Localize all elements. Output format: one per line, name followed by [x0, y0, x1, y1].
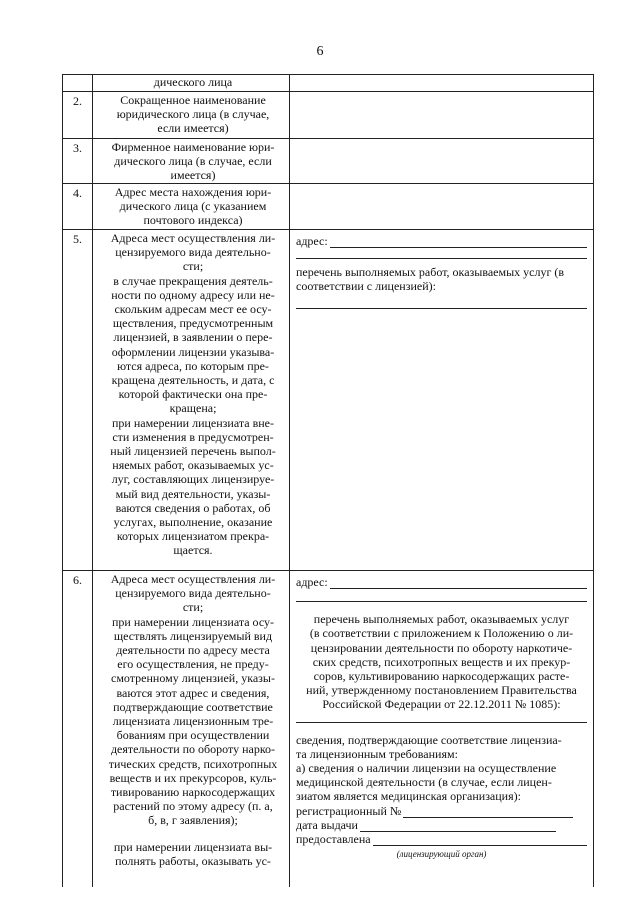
works-input-line[interactable]	[296, 722, 587, 723]
row-label: Адрес места нахождения юри- дического лица (с указанием почтового индекса)	[93, 184, 290, 229]
reg-number-input[interactable]	[403, 805, 573, 818]
provided-by-label: предоставлена	[296, 832, 371, 847]
medical-license-label: а) сведения о наличии лицензии на осуществление медицинской деятельности (в случае, если лицен- зиатом является медицинская организация):	[296, 761, 557, 804]
divider	[296, 258, 587, 259]
row-number	[63, 75, 93, 91]
table-row	[63, 230, 593, 571]
row-number: 3.	[63, 139, 93, 183]
row-label: Адреса мест осуществления ли- цензируемого вида деятельно- сти; при намерении лицензиата осу- ществлять лицензируемый вид деятельности по адресу места его осуществления, не преду- смотренному лицензией, указы- ваются этот адрес и сведения, подтверждающие соответствие лицензиата лицензионным тре- бованиям при осуществлении деятельности по обороту нарко- тических средств, психотропных веществ и их прекурсоров, куль- тивированию наркосодержащих растений по этому адресу (п. а, б, в, г заявления); при намерении лицензиата вы- полнять работы, оказывать ус-	[93, 571, 290, 887]
row-label: Фирменное наименование юри- дического лица (в случае, если имеется)	[93, 139, 290, 183]
table-row	[63, 75, 593, 92]
row6-value-cell	[290, 571, 593, 887]
row-label: дического лица	[93, 75, 290, 91]
issue-date-label: дата выдачи	[296, 817, 358, 832]
page-number: 6	[316, 44, 324, 59]
licensing-body-input[interactable]	[373, 833, 587, 846]
licensing-body-caption: (лицензирующий орган)	[396, 849, 487, 860]
row-value-field[interactable]	[290, 184, 593, 229]
license-form-table	[62, 74, 594, 887]
divider	[296, 601, 587, 602]
row-value-field[interactable]	[290, 92, 593, 138]
row5-value-cell	[290, 230, 593, 570]
table-row	[63, 571, 593, 887]
address-input[interactable]	[330, 235, 587, 248]
row-label: Адреса мест осуществления ли- цензируемого вида деятельно- сти; в случае прекращения деятель- ности по одному адресу или не- скольким адресам мест ее осу- ществления, предусмотренным лицензией, в заявлении о пере- оформлении лицензии указыва- ются адреса, по которым пре- кращена деятельность, и дата, с которой фактически она пре- кращена; при намерении лицензиата вне- сти изменения в предусмотрен- ный лицензией перечень выпол- няемых работ, оказываемых ус- луг, составляющих лицензируе- мый вид деятельности, указы- ваются сведения о работах, об услугах, выполнение, оказание которых лицензиатом прекра- щается.	[93, 230, 290, 570]
address-label: адрес:	[296, 234, 328, 248]
row-number: 4.	[63, 184, 93, 229]
address-label: адрес:	[296, 575, 328, 589]
issue-date-input[interactable]	[360, 819, 556, 832]
address-input[interactable]	[330, 576, 587, 589]
works-input-line[interactable]	[296, 308, 587, 309]
works-list-label: перечень выполняемых работ, оказываемых услуг (в соответствии с лицензией):	[296, 265, 565, 294]
row-number: 5.	[63, 230, 93, 570]
works-list-label: перечень выполняемых работ, оказываемых услуг (в соответствии с приложением к Положению о ли- цензировании деятельности по обороту наркотиче- ских средств, психотропных веществ и их прекур- соров, культивированию наркосодержащих расте- ний, утвержденному постановлением Правительства Российской Федерации от 22.12.2011 № 1085):	[306, 612, 577, 712]
compliance-label: сведения, подтверждающие соответствие лицензиа- та лицензионным требованиям:	[296, 732, 562, 761]
table-row	[63, 92, 593, 139]
row-number: 2.	[63, 92, 93, 138]
row-value-field[interactable]	[290, 139, 593, 183]
row-label: Сокращенное наименование юридического лица (в случае, если имеется)	[93, 92, 290, 138]
reg-number-label: регистрационный №	[296, 803, 402, 818]
table-row	[63, 184, 593, 230]
table-row	[63, 139, 593, 184]
row-number: 6.	[63, 571, 93, 887]
row-value-field[interactable]	[290, 75, 593, 91]
